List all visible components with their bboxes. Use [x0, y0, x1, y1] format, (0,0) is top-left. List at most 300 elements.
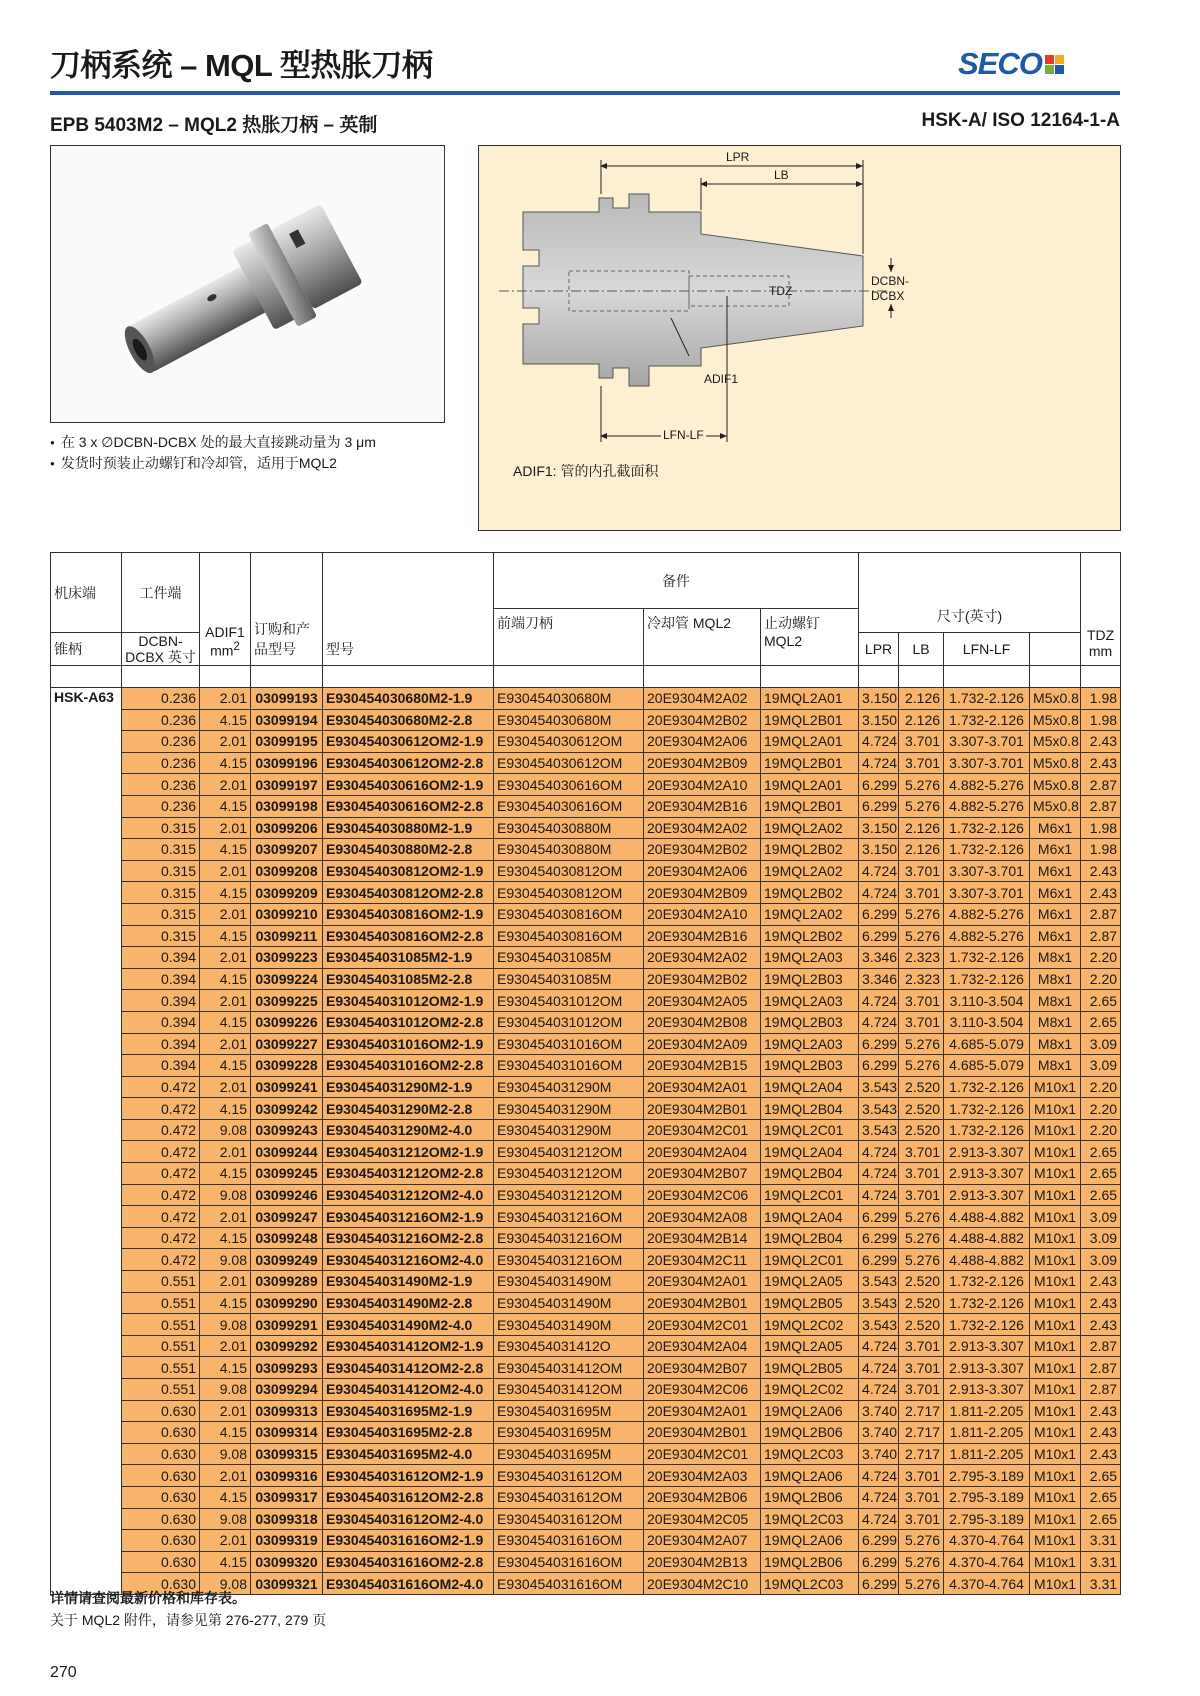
table-cell: 19MQL2C01	[761, 1119, 859, 1141]
table-cell: E930454031616OM2-2.8	[323, 1551, 494, 1573]
table-cell: 20E9304M2B07	[644, 1357, 761, 1379]
table-cell: 3.701	[899, 1465, 944, 1487]
table-cell: M10x1	[1030, 1530, 1081, 1552]
table-cell: 0.236	[122, 709, 200, 731]
table-cell: M10x1	[1030, 1184, 1081, 1206]
table-cell: M10x1	[1030, 1379, 1081, 1401]
adif1-label: ADIF1	[704, 372, 739, 386]
table-cell: 5.276	[899, 1551, 944, 1573]
table-cell: 2.323	[899, 968, 944, 990]
table-row	[51, 1076, 1121, 1098]
table-cell: 2.01	[200, 990, 251, 1012]
header-stop-screw: 止动螺钉 MQL2	[761, 609, 859, 666]
table-row	[51, 1249, 1121, 1271]
table-cell: E930454030616OM	[494, 774, 644, 796]
table-cell: 19MQL2B01	[761, 709, 859, 731]
table-cell: 19MQL2B04	[761, 1098, 859, 1120]
logo-text: SECO	[958, 46, 1042, 81]
header-tdz	[1081, 553, 1121, 666]
table-cell: 4.15	[200, 752, 251, 774]
table-cell: 2.20	[1081, 947, 1121, 969]
table-cell: 19MQL2B03	[761, 1055, 859, 1077]
table-cell: 5.276	[899, 1530, 944, 1552]
table-cell: E930454031216OM2-2.8	[323, 1227, 494, 1249]
table-cell: 0.315	[122, 817, 200, 839]
table-cell: 19MQL2B03	[761, 968, 859, 990]
table-cell: 2.913-3.307	[944, 1379, 1030, 1401]
table-cell: 4.15	[200, 1357, 251, 1379]
table-cell: 03099314	[251, 1422, 323, 1444]
table-cell: 20E9304M2A06	[644, 731, 761, 753]
table-cell: E930454030816OM	[494, 925, 644, 947]
table-cell: 6.299	[859, 1227, 899, 1249]
header-dims: 尺寸(英寸)	[859, 553, 1081, 633]
table-cell: 9.08	[200, 1119, 251, 1141]
table-cell: 3.543	[859, 1292, 899, 1314]
table-cell: M10x1	[1030, 1098, 1081, 1120]
table-cell: 3.701	[899, 1163, 944, 1185]
table-cell: E930454031012OM	[494, 1011, 644, 1033]
table-cell: E930454031212OM	[494, 1163, 644, 1185]
table-cell: E930454031216OM2-1.9	[323, 1206, 494, 1228]
adif-note: ADIF1: 管的内孔截面积	[513, 463, 659, 479]
table-row	[51, 1422, 1121, 1444]
table-cell: M8x1	[1030, 1033, 1081, 1055]
table-cell: M10x1	[1030, 1292, 1081, 1314]
table-cell: 03099227	[251, 1033, 323, 1055]
table-cell: E930454030616OM2-1.9	[323, 774, 494, 796]
table-cell: 0.315	[122, 860, 200, 882]
table-cell: 4.15	[200, 1422, 251, 1444]
table-cell: 4.15	[200, 1551, 251, 1573]
table-cell: E930454031612OM2-2.8	[323, 1486, 494, 1508]
table-cell: M5x0.8	[1030, 688, 1081, 710]
table-cell: E930454031616OM2-1.9	[323, 1530, 494, 1552]
table-cell: 9.08	[200, 1314, 251, 1336]
table-cell: 4.724	[859, 731, 899, 753]
table-cell: 19MQL2B02	[761, 882, 859, 904]
table-cell: 2.87	[1081, 795, 1121, 817]
table-cell: 3.701	[899, 882, 944, 904]
table-cell: E930454031216OM2-4.0	[323, 1249, 494, 1271]
table-cell: 2.126	[899, 817, 944, 839]
table-cell: E930454030612OM2-1.9	[323, 731, 494, 753]
table-cell: 19MQL2B03	[761, 1011, 859, 1033]
table-cell: 4.488-4.882	[944, 1206, 1030, 1228]
table-cell: 03099210	[251, 903, 323, 925]
table-cell: 2.43	[1081, 1443, 1121, 1465]
table-cell: 1.98	[1081, 817, 1121, 839]
table-row	[51, 1357, 1121, 1379]
table-cell: 20E9304M2A04	[644, 1335, 761, 1357]
table-cell: 03099317	[251, 1486, 323, 1508]
table-cell: 03099228	[251, 1055, 323, 1077]
table-cell: 0.236	[122, 731, 200, 753]
table-cell: E930454031490M2-4.0	[323, 1314, 494, 1336]
table-cell: E930454030880M	[494, 839, 644, 861]
seco-logo	[958, 46, 1064, 82]
footer-note-accessories: 关于 MQL2 附件，请参见第 276-277, 279 页	[50, 1612, 327, 1628]
table-cell: 4.724	[859, 990, 899, 1012]
table-cell: M6x1	[1030, 817, 1081, 839]
header-dcbx-label: DCBX 英寸	[125, 649, 196, 665]
table-cell: 9.08	[200, 1573, 251, 1595]
header-dcbn	[122, 633, 200, 666]
table-cell: 03099313	[251, 1400, 323, 1422]
table-cell: 0.315	[122, 839, 200, 861]
table-cell: 20E9304M2A07	[644, 1530, 761, 1552]
table-row	[51, 1379, 1121, 1401]
table-cell: 4.370-4.764	[944, 1573, 1030, 1595]
table-cell: M6x1	[1030, 839, 1081, 861]
table-cell: 1.732-2.126	[944, 1098, 1030, 1120]
table-cell: 20E9304M2B16	[644, 925, 761, 947]
table-cell: 19MQL2A03	[761, 1033, 859, 1055]
table-row	[51, 990, 1121, 1012]
table-cell: 9.08	[200, 1249, 251, 1271]
table-cell: 19MQL2C02	[761, 1379, 859, 1401]
logo-squares-icon	[1045, 55, 1064, 74]
table-cell: 1.732-2.126	[944, 817, 1030, 839]
table-cell: 2.20	[1081, 1098, 1121, 1120]
table-cell: 03099245	[251, 1163, 323, 1185]
table-cell: 0.315	[122, 925, 200, 947]
table-cell: 3.307-3.701	[944, 752, 1030, 774]
table-cell: 0.630	[122, 1508, 200, 1530]
table-cell: M10x1	[1030, 1335, 1081, 1357]
table-cell: 19MQL2A01	[761, 774, 859, 796]
table-row	[51, 1400, 1121, 1422]
table-cell: 19MQL2B06	[761, 1551, 859, 1573]
table-cell: M6x1	[1030, 925, 1081, 947]
table-cell: 19MQL2B06	[761, 1486, 859, 1508]
table-cell: E930454031490M2-2.8	[323, 1292, 494, 1314]
table-cell: 20E9304M2C01	[644, 1443, 761, 1465]
table-cell: 3.701	[899, 752, 944, 774]
table-cell: M5x0.8	[1030, 774, 1081, 796]
table-cell: 0.472	[122, 1076, 200, 1098]
table-cell: E930454030612OM	[494, 731, 644, 753]
table-cell: 4.724	[859, 752, 899, 774]
table-cell: 2.01	[200, 1271, 251, 1293]
table-row	[51, 860, 1121, 882]
table-cell: 0.394	[122, 947, 200, 969]
table-cell: 5.276	[899, 903, 944, 925]
table-cell: 1.732-2.126	[944, 1292, 1030, 1314]
table-cell: 19MQL2C01	[761, 1249, 859, 1271]
table-cell: 4.882-5.276	[944, 903, 1030, 925]
table-cell: 3.110-3.504	[944, 1011, 1030, 1033]
table-cell: 03099320	[251, 1551, 323, 1573]
table-cell: 20E9304M2B13	[644, 1551, 761, 1573]
table-cell: 4.15	[200, 1011, 251, 1033]
table-cell: 3.31	[1081, 1551, 1121, 1573]
table-cell: 2.65	[1081, 1184, 1121, 1206]
table-cell: 2.65	[1081, 1011, 1121, 1033]
table-cell: 3.740	[859, 1400, 899, 1422]
table-cell: 03099198	[251, 795, 323, 817]
table-cell: 3.307-3.701	[944, 882, 1030, 904]
spec-table	[50, 552, 1121, 1595]
table-cell: 3.701	[899, 1184, 944, 1206]
table-cell: 0.630	[122, 1530, 200, 1552]
table-row	[51, 731, 1121, 753]
table-cell: 4.15	[200, 709, 251, 731]
table-cell: 2.913-3.307	[944, 1141, 1030, 1163]
table-cell: 0.551	[122, 1335, 200, 1357]
table-cell: 4.15	[200, 1163, 251, 1185]
header-spares: 备件	[494, 553, 859, 609]
table-cell: M10x1	[1030, 1271, 1081, 1293]
table-cell: 1.98	[1081, 709, 1121, 731]
table-cell: M6x1	[1030, 882, 1081, 904]
table-cell: E930454031695M	[494, 1443, 644, 1465]
table-cell: 0.394	[122, 1055, 200, 1077]
header-taper: 锥柄	[51, 633, 122, 666]
table-cell: 20E9304M2C06	[644, 1184, 761, 1206]
table-cell: 0.236	[122, 688, 200, 710]
page-number: 270	[50, 1664, 77, 1681]
table-cell: 2.01	[200, 1335, 251, 1357]
table-cell: 5.276	[899, 795, 944, 817]
table-cell: E930454031016OM	[494, 1033, 644, 1055]
table-cell: 2.520	[899, 1098, 944, 1120]
table-cell: 0.630	[122, 1443, 200, 1465]
table-row	[51, 839, 1121, 861]
table-cell: 0.551	[122, 1357, 200, 1379]
table-cell: E930454031616OM	[494, 1530, 644, 1552]
table-cell: 4.370-4.764	[944, 1551, 1030, 1573]
note-item: ● 在 3 x ∅DCBN-DCBX 处的最大直接跳动量为 3 μm	[50, 432, 376, 453]
table-cell: E930454031016OM2-1.9	[323, 1033, 494, 1055]
header-lb: LB	[899, 633, 944, 666]
table-cell: 0.630	[122, 1422, 200, 1444]
table-cell: 20E9304M2C01	[644, 1119, 761, 1141]
table-cell: M5x0.8	[1030, 731, 1081, 753]
table-cell: M8x1	[1030, 1055, 1081, 1077]
table-row	[51, 1465, 1121, 1487]
table-cell: E930454031290M	[494, 1098, 644, 1120]
table-cell: 2.01	[200, 1141, 251, 1163]
table-cell: E930454031616OM2-4.0	[323, 1573, 494, 1595]
table-cell: 5.276	[899, 774, 944, 796]
table-cell: 0.472	[122, 1206, 200, 1228]
table-cell: 20E9304M2B02	[644, 709, 761, 731]
table-cell: 5.276	[899, 925, 944, 947]
table-cell: 0.630	[122, 1400, 200, 1422]
table-cell: M10x1	[1030, 1206, 1081, 1228]
header-lpr: LPR	[859, 633, 899, 666]
table-cell: 0.472	[122, 1184, 200, 1206]
table-cell: 2.43	[1081, 1400, 1121, 1422]
table-cell: M10x1	[1030, 1400, 1081, 1422]
table-cell: 20E9304M2A04	[644, 1141, 761, 1163]
header-tdz-label: TDZ	[1086, 627, 1115, 643]
table-cell: 19MQL2C03	[761, 1443, 859, 1465]
table-row	[51, 1443, 1121, 1465]
table-cell: 2.01	[200, 1530, 251, 1552]
table-cell: E930454031212OM2-2.8	[323, 1163, 494, 1185]
table-cell: 03099246	[251, 1184, 323, 1206]
product-subtitle: EPB 5403M2 – MQL2 热胀刀柄 – 英制	[50, 115, 378, 136]
table-cell: 1.732-2.126	[944, 947, 1030, 969]
table-cell: E930454031412OM2-1.9	[323, 1335, 494, 1357]
table-cell: 3.543	[859, 1076, 899, 1098]
table-cell: E930454030616OM	[494, 795, 644, 817]
lfn-label: LFN-LF	[663, 428, 704, 442]
table-cell: 20E9304M2C01	[644, 1314, 761, 1336]
table-cell: 3.701	[899, 1486, 944, 1508]
table-cell: 6.299	[859, 1206, 899, 1228]
table-cell: E930454031016OM	[494, 1055, 644, 1077]
table-cell: E930454030612OM	[494, 752, 644, 774]
table-cell: 3.09	[1081, 1227, 1121, 1249]
table-cell: M10x1	[1030, 1422, 1081, 1444]
table-cell: 03099318	[251, 1508, 323, 1530]
table-cell: 4.724	[859, 1465, 899, 1487]
table-cell: 2.126	[899, 839, 944, 861]
table-cell: 0.630	[122, 1551, 200, 1573]
table-cell: 20E9304M2A01	[644, 1076, 761, 1098]
table-cell: 2.87	[1081, 1357, 1121, 1379]
table-cell: 03099207	[251, 839, 323, 861]
table-cell: 3.346	[859, 947, 899, 969]
table-cell: 19MQL2C01	[761, 1184, 859, 1206]
table-cell: 19MQL2A05	[761, 1271, 859, 1293]
table-cell: 03099241	[251, 1076, 323, 1098]
table-cell: 4.488-4.882	[944, 1227, 1030, 1249]
table-cell: 6.299	[859, 925, 899, 947]
table-cell: 4.724	[859, 1379, 899, 1401]
table-cell: 19MQL2A02	[761, 860, 859, 882]
table-cell: 0.472	[122, 1227, 200, 1249]
table-cell: 19MQL2C02	[761, 1314, 859, 1336]
table-cell: 03099195	[251, 731, 323, 753]
header-adif1-label: ADIF1	[205, 624, 245, 641]
table-cell: 9.08	[200, 1443, 251, 1465]
table-cell: 20E9304M2A02	[644, 947, 761, 969]
table-row	[51, 1119, 1121, 1141]
table-cell: 3.543	[859, 1314, 899, 1336]
table-cell: E930454030812OM	[494, 882, 644, 904]
table-cell: 3.09	[1081, 1249, 1121, 1271]
table-cell: 4.15	[200, 1227, 251, 1249]
table-cell: E930454031695M2-2.8	[323, 1422, 494, 1444]
table-cell: 03099225	[251, 990, 323, 1012]
table-cell: 19MQL2B02	[761, 925, 859, 947]
table-cell: 20E9304M2C11	[644, 1249, 761, 1271]
table-cell: 20E9304M2B14	[644, 1227, 761, 1249]
table-cell: 6.299	[859, 1551, 899, 1573]
table-cell: 4.724	[859, 1486, 899, 1508]
table-cell: 0.472	[122, 1249, 200, 1271]
table-cell: 4.15	[200, 1055, 251, 1077]
table-cell: 20E9304M2B15	[644, 1055, 761, 1077]
table-row	[51, 1271, 1121, 1293]
table-cell: 2.65	[1081, 990, 1121, 1012]
table-cell: E930454030812OM	[494, 860, 644, 882]
table-cell: 3.150	[859, 839, 899, 861]
table-cell: 6.299	[859, 1033, 899, 1055]
table-cell: 3.701	[899, 1335, 944, 1357]
table-cell: 03099244	[251, 1141, 323, 1163]
table-cell: 19MQL2C03	[761, 1508, 859, 1530]
header-tdz-unit: mm	[1088, 643, 1113, 659]
table-cell: 2.01	[200, 947, 251, 969]
table-cell: 3.150	[859, 817, 899, 839]
table-cell: E930454030816OM2-1.9	[323, 903, 494, 925]
table-cell: 20E9304M2A08	[644, 1206, 761, 1228]
table-cell: 1.732-2.126	[944, 1076, 1030, 1098]
table-cell: 4.15	[200, 1098, 251, 1120]
table-cell: 0.315	[122, 882, 200, 904]
table-cell: 2.87	[1081, 1379, 1121, 1401]
table-cell: 9.08	[200, 1508, 251, 1530]
table-cell: 4.724	[859, 1141, 899, 1163]
table-cell: 2.126	[899, 709, 944, 731]
table-cell: E930454031212OM	[494, 1184, 644, 1206]
table-row	[51, 1011, 1121, 1033]
table-cell: 2.65	[1081, 1465, 1121, 1487]
table-cell: 1.732-2.126	[944, 709, 1030, 731]
table-cell: 2.43	[1081, 1314, 1121, 1336]
table-cell: 19MQL2A04	[761, 1141, 859, 1163]
table-cell: 2.43	[1081, 1271, 1121, 1293]
table-row	[51, 817, 1121, 839]
table-cell: 3.701	[899, 1011, 944, 1033]
table-cell: 03099315	[251, 1443, 323, 1465]
table-cell: 19MQL2B01	[761, 795, 859, 817]
table-cell: M10x1	[1030, 1249, 1081, 1271]
title-rule	[50, 91, 1120, 95]
table-cell: 4.724	[859, 1184, 899, 1206]
table-cell: 3.701	[899, 860, 944, 882]
table-cell: 19MQL2A04	[761, 1206, 859, 1228]
table-cell: 0.472	[122, 1141, 200, 1163]
table-cell: E930454031012OM	[494, 990, 644, 1012]
table-cell: E930454031695M2-4.0	[323, 1443, 494, 1465]
table-cell: 0.394	[122, 1033, 200, 1055]
table-cell: 03099293	[251, 1357, 323, 1379]
table-row	[51, 795, 1121, 817]
table-cell: 19MQL2A06	[761, 1465, 859, 1487]
table-cell: 20E9304M2C10	[644, 1573, 761, 1595]
table-row	[51, 1486, 1121, 1508]
table-cell: 4.15	[200, 882, 251, 904]
table-cell: 19MQL2A03	[761, 947, 859, 969]
table-cell: M8x1	[1030, 990, 1081, 1012]
table-cell: 19MQL2B04	[761, 1163, 859, 1185]
table-cell: 03099289	[251, 1271, 323, 1293]
table-cell: 1.732-2.126	[944, 1271, 1030, 1293]
table-cell: 2.01	[200, 688, 251, 710]
table-cell: 03099193	[251, 688, 323, 710]
table-cell: E930454031616OM	[494, 1551, 644, 1573]
table-cell: 03099242	[251, 1098, 323, 1120]
table-cell: E930454031216OM	[494, 1249, 644, 1271]
table-cell: E930454030812OM2-1.9	[323, 860, 494, 882]
table-cell: 0.236	[122, 752, 200, 774]
table-cell: E930454031412OM	[494, 1379, 644, 1401]
table-cell: M10x1	[1030, 1314, 1081, 1336]
table-row	[51, 1314, 1121, 1336]
table-cell: 20E9304M2B06	[644, 1486, 761, 1508]
table-cell: 19MQL2A01	[761, 688, 859, 710]
note-item: ● 发货时预装止动螺钉和冷却管，适用于MQL2	[50, 453, 376, 474]
table-cell: 3.150	[859, 688, 899, 710]
table-cell: 0.472	[122, 1163, 200, 1185]
table-cell: E930454031085M	[494, 968, 644, 990]
